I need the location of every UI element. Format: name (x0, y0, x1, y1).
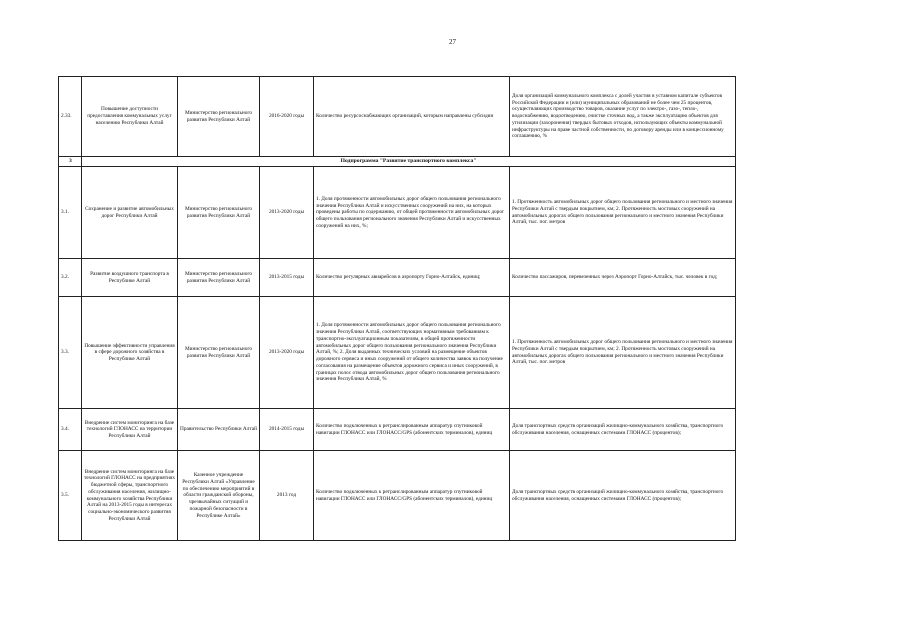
row-number: 3.5. (59, 451, 82, 541)
event-cell: Развитие воздушного транспорта в Республике Алтай (82, 259, 178, 297)
indicator-cell: Количество регулярных авиарейсов в аэропорту Горно-Алтайск, единиц; (314, 259, 510, 297)
row-number: 3.1. (59, 167, 82, 259)
section-number: 3 (59, 157, 82, 167)
section-title: Подпрограмма "Развитие транспортного комплекса" (82, 157, 736, 167)
period-cell: 2016-2020 годы (260, 77, 314, 157)
table-row (59, 297, 736, 409)
table-row (59, 167, 736, 259)
executor-cell: Правительство Республики Алтай (178, 409, 260, 451)
executor-cell: Министерство регионального развития Республики Алтай (178, 259, 260, 297)
result-cell: Количество пассажиров, перевезенных через Аэропорт Горно-Алтайск, тыс. человек в год; (510, 259, 736, 297)
table-row (59, 451, 736, 541)
period-cell: 2013-2015 годы (260, 259, 314, 297)
table-row (59, 77, 736, 157)
row-number: 3.3. (59, 297, 82, 409)
row-number: 3.4. (59, 409, 82, 451)
result-cell: Доля организаций коммунального комплекса с долей участия в уставном капитале субъектов Российской Федерации и (или) муниципальных образований не более чем 25 процентов, осуществляющих производство товаров, оказание услуг по электро-, газо-, тепло-, водоснабжению, водоотведению, очистке сточных вод, а также эксплуатацию объектов для утилизации (захоронения) твердых бытовых отходов, использующих объекты коммунальной инфраструктуры на праве частной собственности, по договору аренды или в концессионному соглашению, % (510, 77, 736, 157)
executor-cell: Казенное учреждение Республики Алтай «Управление по обеспечению мероприятий в области гражданской обороны, чрезвычайных ситуаций и пожарной безопасности в Республике Алтай» (178, 451, 260, 541)
result-cell: 1. Протяженность автомобильных дорог общего пользования регионального и местного значения Республики Алтай с твердым покрытием, км; 2. Протяженность мостовых сооружений на автомобильных дорогах общего пользования регионального и местного значения Республики Алтай, тыс. пог. метров (510, 297, 736, 409)
result-cell: Доля транспортных средств организаций жилищно-коммунального хозяйства, транспортного обслуживания населения, оснащенных системами ГЛОНАСС (процентов); (510, 451, 736, 541)
event-cell: Внедрение систем мониторинга на базе технологий ГЛОНАСС на предприятиях бюджетной сферы, транспортного обслуживания населения, жилищно-коммунального хозяйства Республики Алтай на 2013-2015 годы в интересах социально-экономического развития Республики Алтай (82, 451, 178, 541)
indicator-cell: Количество ресурсоснабжающих организаций, которым направлены субсидии (314, 77, 510, 157)
indicator-cell: 1. Доля протяженности автомобильных дорог общего пользования регионального значения Республики Алтай, соответствующих нормативным требованиям к транспортно-эксплуатационным показателям, в общей протяженности автомобильных дорог общего пользования регионального значения Республики Алтай, %; 2. Доля выданных технических условий на размещение объектов дорожного сервиса и иных сооружений от общего количества заявок на получение согласования на размещение объектов дорожного сервиса и иных сооружений, в границах полос отвода автомобильных дорог общего пользования регионального значения Республики Алтай, % (314, 297, 510, 409)
period-cell: 2013-2020 годы (260, 167, 314, 259)
executor-cell: Министерство регионального развития Республики Алтай (178, 77, 260, 157)
period-cell: 2014-2015 годы (260, 409, 314, 451)
indicator-cell: Количество подключенных к ретранслированным аппаратур спутниковой навигации ГЛОНАСС или ГЛОНАСС/GPS (абонентских терминалов), единиц (314, 409, 510, 451)
row-number: 3.2. (59, 259, 82, 297)
row-number: 2.33. (59, 77, 82, 157)
result-cell: Доля транспортных средств организаций жилищно-коммунального хозяйства, транспортного обслуживания населения, оснащенных системами ГЛОНАСС (процентов); (510, 409, 736, 451)
table-row (59, 409, 736, 451)
page-number: 27 (449, 38, 456, 46)
event-cell: Внедрение систем мониторинга на базе технологий ГЛОНАСС на территории Республики Алтай (82, 409, 178, 451)
period-cell: 2013-2020 годы (260, 297, 314, 409)
event-cell: Сохранение и развитие автомобильных дорог Республики Алтай (82, 167, 178, 259)
event-cell: Повышение эффективности управления в сфере дорожного хозяйства в Республике Алтай (82, 297, 178, 409)
section-row (59, 157, 736, 167)
executor-cell: Министерство регионального развития Республики Алтай (178, 297, 260, 409)
indicator-cell: Количество подключенных к ретранслированным аппаратур спутниковой навигации ГЛОНАСС или ГЛОНАСС/GPS (абонентских терминалов), единиц (314, 451, 510, 541)
result-cell: 1. Протяженность автомобильных дорог общего пользования регионального и местного значения Республики Алтай с твердым покрытием, км; 2. Протяженность мостовых сооружений на автомобильных дорогах общего пользования регионального и местного значения Республики Алтай, тыс. пог. метров (510, 167, 736, 259)
table-row (59, 259, 736, 297)
executor-cell: Министерство регионального развития Республики Алтай (178, 167, 260, 259)
indicator-cell: 1. Доля протяженности автомобильных дорог общего пользования регионального значения Республики Алтай и искусственных сооружений на них, на которых проведены работы по содержанию, от общей протяженности автомобильных дорог общего пользования регионального значения Республики Алтай и искусственных сооружений на них, %; (314, 167, 510, 259)
program-table (58, 76, 736, 541)
period-cell: 2013 год (260, 451, 314, 541)
event-cell: Повышение доступности предоставления коммунальных услуг населению Республики Алтай (82, 77, 178, 157)
